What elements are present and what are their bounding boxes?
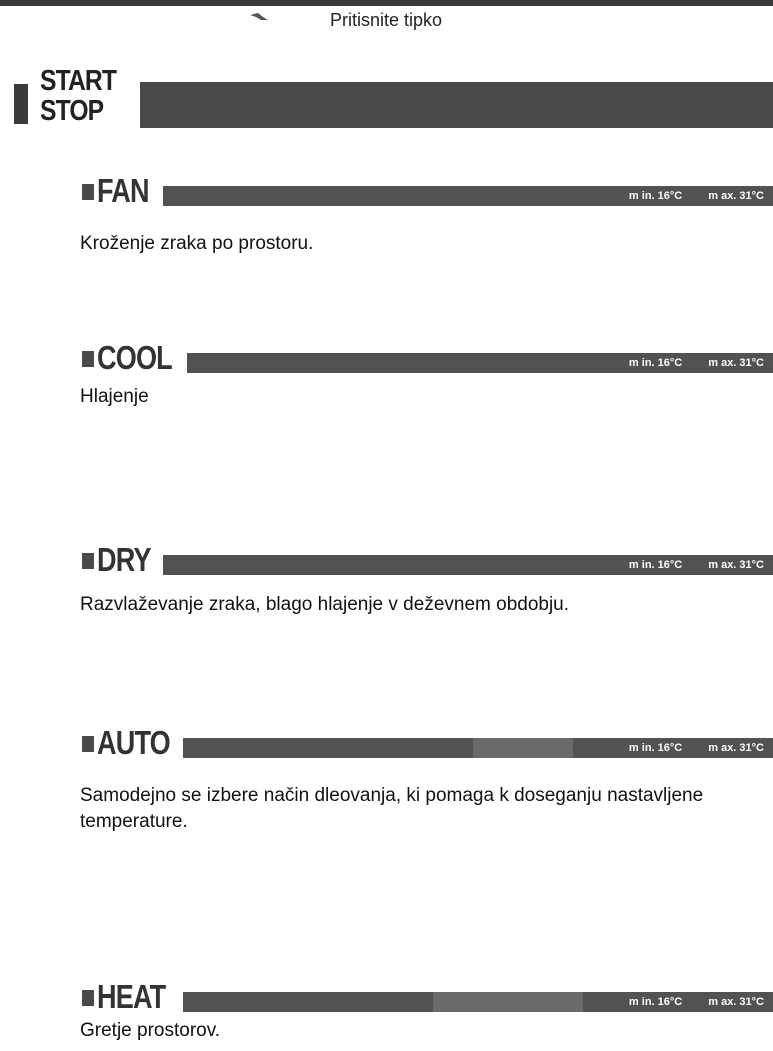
mode-name: HEAT: [97, 978, 166, 1015]
max-temperature: m ax. 31°C: [708, 742, 764, 754]
mode-fan: [82, 172, 773, 212]
mode-cool: [82, 339, 773, 379]
max-temperature: m ax. 31°C: [708, 559, 764, 571]
min-temperature: m in. 16°C: [628, 559, 683, 571]
mode-heat-description: Gretje prostorov.: [80, 1020, 221, 1041]
mode-dry-description: Razvlaževanje zraka, blago hlajenje v deževnem obdobju.: [80, 594, 570, 615]
min-temperature: m in. 16°C: [628, 190, 683, 202]
mode-cool-description: Hlajenje: [80, 386, 149, 407]
press-button-instruction: Pritisnite tipko: [330, 10, 443, 30]
temperature-range: [629, 357, 773, 369]
mode-name: DRY: [97, 541, 151, 578]
min-temperature: m in. 16°C: [628, 357, 683, 369]
mode-name: FAN: [97, 172, 149, 209]
mode-marker: [82, 736, 94, 752]
mode-marker: [82, 351, 94, 367]
mode-bar: [183, 738, 773, 758]
top-border-bar: [0, 0, 773, 6]
button-press-icon: [250, 12, 270, 22]
start-stop-label: [40, 66, 116, 126]
temperature-range: [629, 559, 773, 571]
mode-marker: [82, 553, 94, 569]
start-label: START: [40, 65, 117, 97]
mode-marker: [82, 184, 94, 200]
mode-name: AUTO: [97, 724, 170, 761]
mode-bar: [183, 992, 773, 1012]
min-temperature: m in. 16°C: [628, 996, 683, 1008]
start-stop-marker: [14, 84, 28, 124]
mode-bar: [163, 555, 773, 575]
mode-auto: [82, 724, 773, 764]
mode-auto-description: Samodejno se izbere način dleovanja, ki pomaga k doseganju nastavljene temperature.: [80, 785, 704, 832]
start-stop-heading: [14, 66, 773, 132]
max-temperature: m ax. 31°C: [708, 357, 764, 369]
max-temperature: m ax. 31°C: [708, 996, 764, 1008]
mode-bar: [163, 186, 773, 206]
mode-marker: [82, 990, 94, 1006]
mode-bar: [187, 353, 773, 373]
temperature-range: [629, 742, 773, 754]
max-temperature: m ax. 31°C: [708, 190, 764, 202]
mode-heat: [82, 978, 773, 1018]
temperature-range: [629, 996, 773, 1008]
min-temperature: m in. 16°C: [628, 742, 683, 754]
start-stop-bar: [140, 82, 773, 128]
mode-name: COOL: [97, 339, 172, 376]
mode-dry: [82, 541, 773, 581]
stop-label: STOP: [40, 95, 104, 127]
mode-fan-description: Kroženje zraka po prostoru.: [80, 233, 314, 254]
temperature-range: [629, 190, 773, 202]
